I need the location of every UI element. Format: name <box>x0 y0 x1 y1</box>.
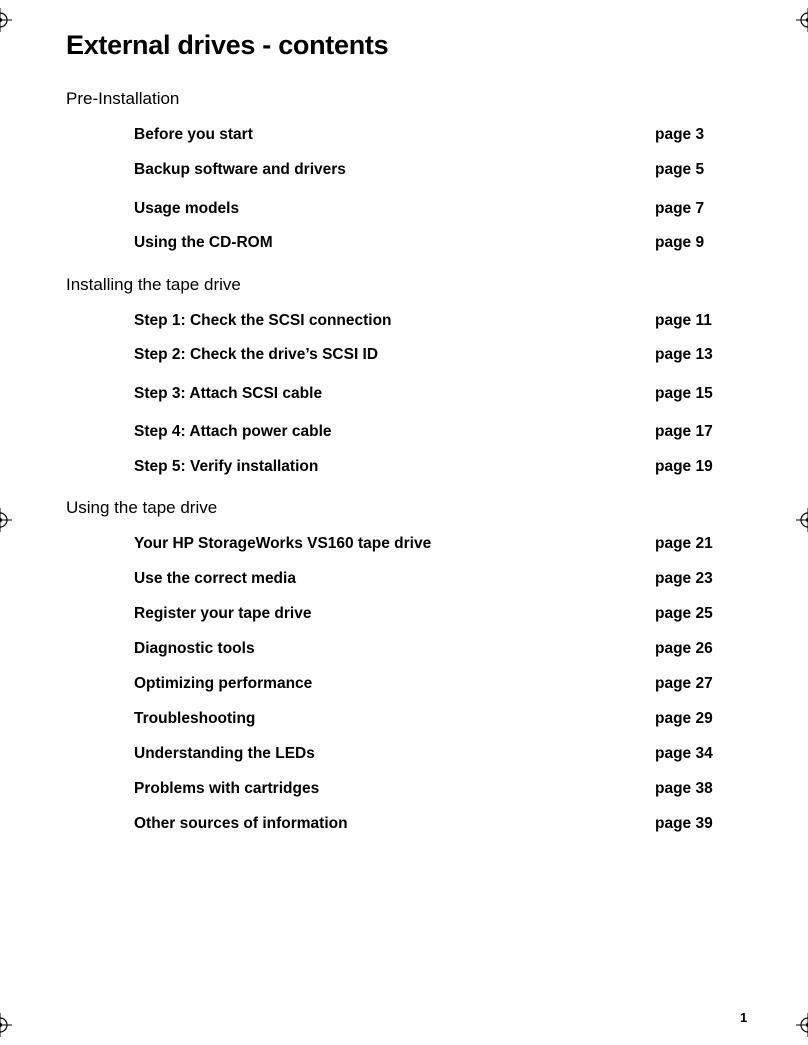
toc-entry-page: page 29 <box>655 710 713 727</box>
toc-entry[interactable] <box>134 535 734 559</box>
toc-entry[interactable] <box>134 346 734 370</box>
registration-mark-icon <box>796 8 808 32</box>
toc-entry-label: Understanding the LEDs <box>134 745 315 762</box>
toc-entry-page: page 17 <box>655 423 713 440</box>
toc-entry-label: Troubleshooting <box>134 710 256 727</box>
toc-entry[interactable] <box>134 200 734 224</box>
registration-mark-icon <box>796 508 808 532</box>
toc-entry-label: Backup software and drivers <box>134 161 346 178</box>
toc-entry[interactable] <box>134 640 734 664</box>
toc-entry[interactable] <box>134 570 734 594</box>
toc-entry-page: page 3 <box>655 126 705 143</box>
toc-entry-label: Use the correct media <box>134 570 296 587</box>
toc-entry-page: page 15 <box>655 385 713 402</box>
toc-entry[interactable] <box>134 385 734 409</box>
toc-entry-page: page 26 <box>655 640 713 657</box>
registration-mark-icon <box>796 1013 808 1037</box>
toc-entry-page: page 38 <box>655 780 713 797</box>
toc-entry[interactable] <box>134 458 734 482</box>
toc-entry-label: Other sources of information <box>134 815 348 832</box>
toc-entry[interactable] <box>134 126 734 150</box>
toc-entry-label: Step 1: Check the SCSI connection <box>134 312 392 329</box>
page-number: 1 <box>740 1010 748 1025</box>
toc-entry-page: page 34 <box>655 745 713 762</box>
toc-entry-label: Step 3: Attach SCSI cable <box>134 385 323 402</box>
registration-mark-icon <box>0 1013 12 1037</box>
toc-entry-label: Using the CD-ROM <box>134 234 273 251</box>
toc-entry-page: page 25 <box>655 605 713 622</box>
toc-entry-label: Step 5: Verify installation <box>134 458 319 475</box>
toc-entry[interactable] <box>134 815 734 839</box>
toc-entry-label: Optimizing performance <box>134 675 313 692</box>
toc-entry-label: Problems with cartridges <box>134 780 320 797</box>
toc-entry[interactable] <box>134 745 734 769</box>
registration-mark-icon <box>0 508 12 532</box>
toc-entry-label: Register your tape drive <box>134 605 312 622</box>
toc-entry-page: page 13 <box>655 346 713 363</box>
toc-entry-page: page 11 <box>655 312 712 329</box>
toc-entry-page: page 21 <box>655 535 713 552</box>
toc-entry[interactable] <box>134 423 734 447</box>
toc-entry-page: page 23 <box>655 570 713 587</box>
toc-entry-label: Diagnostic tools <box>134 640 255 657</box>
toc-entry[interactable] <box>134 675 734 699</box>
toc-entry-label: Step 2: Check the drive’s SCSI ID <box>134 346 379 363</box>
toc-entry-label: Usage models <box>134 200 240 217</box>
section-heading-installing: Installing the tape drive <box>66 275 241 294</box>
toc-entry[interactable] <box>134 605 734 629</box>
toc-entry-page: page 27 <box>655 675 713 692</box>
page-title: External drives - contents <box>66 30 389 60</box>
toc-entry-label: Before you start <box>134 126 253 143</box>
section-heading-using: Using the tape drive <box>66 498 218 517</box>
toc-entry-page: page 19 <box>655 458 713 475</box>
toc-entry[interactable] <box>134 780 734 804</box>
section-heading-pre-installation: Pre-Installation <box>66 89 180 108</box>
toc-entry-page: page 5 <box>655 161 705 178</box>
toc-entry-label: Step 4: Attach power cable <box>134 423 332 440</box>
toc-entry-page: page 39 <box>655 815 713 832</box>
toc-entry[interactable] <box>134 710 734 734</box>
toc-entry-label: Your HP StorageWorks VS160 tape drive <box>134 535 432 552</box>
toc-entry-page: page 7 <box>655 200 705 217</box>
toc-entry[interactable] <box>134 234 734 258</box>
toc-entry-page: page 9 <box>655 234 705 251</box>
toc-entry[interactable] <box>134 161 734 185</box>
registration-mark-icon <box>0 8 12 32</box>
toc-entry[interactable] <box>134 312 734 336</box>
